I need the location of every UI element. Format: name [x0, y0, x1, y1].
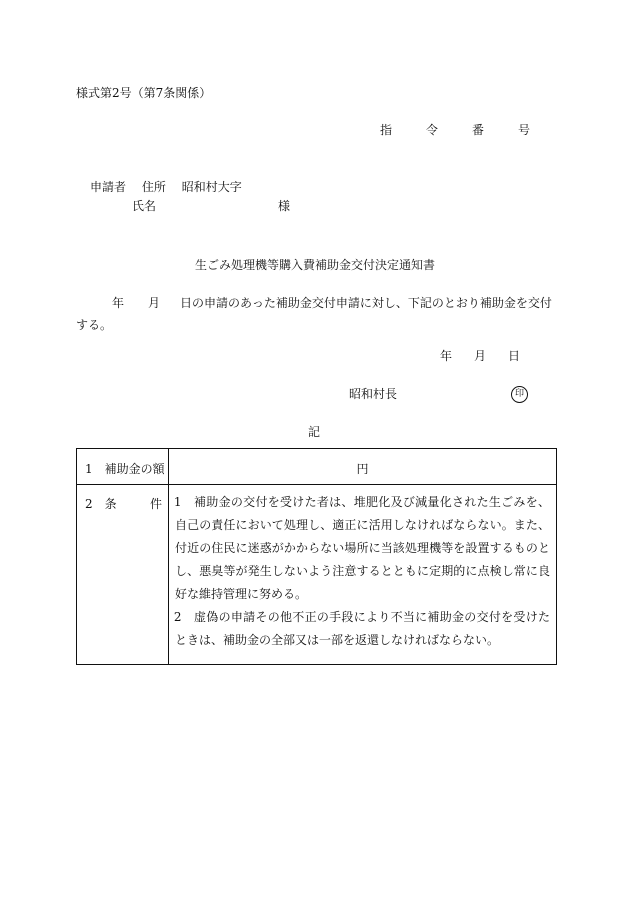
- date-year: 年: [440, 349, 453, 363]
- address-value: 昭和村大字: [181, 180, 242, 194]
- subsidy-amount-value: 円: [169, 449, 557, 485]
- conditions-label: [85, 495, 162, 512]
- details-table: [76, 448, 557, 665]
- directive-char: 指: [380, 123, 393, 137]
- ki-heading: 記: [308, 425, 321, 439]
- conditions-number: 2 条: [85, 497, 117, 511]
- applicant-label: 申請者: [90, 180, 127, 194]
- table-row: [77, 485, 557, 665]
- issuer-name: 昭和村長: [349, 387, 398, 401]
- condition-item: 1 補助金の交付を受けた者は、堆肥化及び減量化された生ごみを、自己の責任において処理し、適正に活用しなければならない。また、付近の住民に迷惑がかからない場所に当該処理機等を設置するものとし、悪臭等が発生しないよう注意するとともに定期的に点検し常に良好な維持管理に努める。: [173, 495, 550, 601]
- body-text: 日の申請のあった補助金交付申請に対し、下記のとおり補助金を交付する。: [76, 296, 552, 332]
- form-number: 様式第2号（第7条関係）: [76, 86, 212, 100]
- table-row: [77, 449, 557, 485]
- date-day: 日: [508, 349, 521, 363]
- conditions-text: [169, 485, 557, 665]
- name-label: 氏名: [132, 199, 157, 213]
- seal-mark: 印: [511, 386, 528, 403]
- applicant-address-row: [90, 180, 254, 194]
- issue-date: [440, 349, 520, 363]
- directive-char: 号: [517, 123, 530, 137]
- conditions-suffix: 件: [149, 497, 162, 511]
- subsidy-amount-label: 1 補助金の額: [77, 449, 169, 485]
- directive-char: 番: [471, 123, 484, 137]
- document-title: 生ごみ処理機等購入費補助金交付決定通知書: [194, 258, 435, 272]
- date-month: 月: [474, 349, 487, 363]
- honorific: 様: [278, 199, 291, 213]
- address-label: 住所: [141, 180, 166, 194]
- directive-number-label: [380, 123, 530, 137]
- condition-item: 2 虚偽の申請その他不正の手段により不当に補助金の交付を受けたときは、補助金の全部又は一部を返還しなければならない。: [173, 610, 550, 647]
- body-year: 年: [112, 296, 125, 310]
- body-paragraph: [76, 292, 556, 336]
- directive-char: 令: [425, 123, 438, 137]
- body-month: 月: [148, 296, 161, 310]
